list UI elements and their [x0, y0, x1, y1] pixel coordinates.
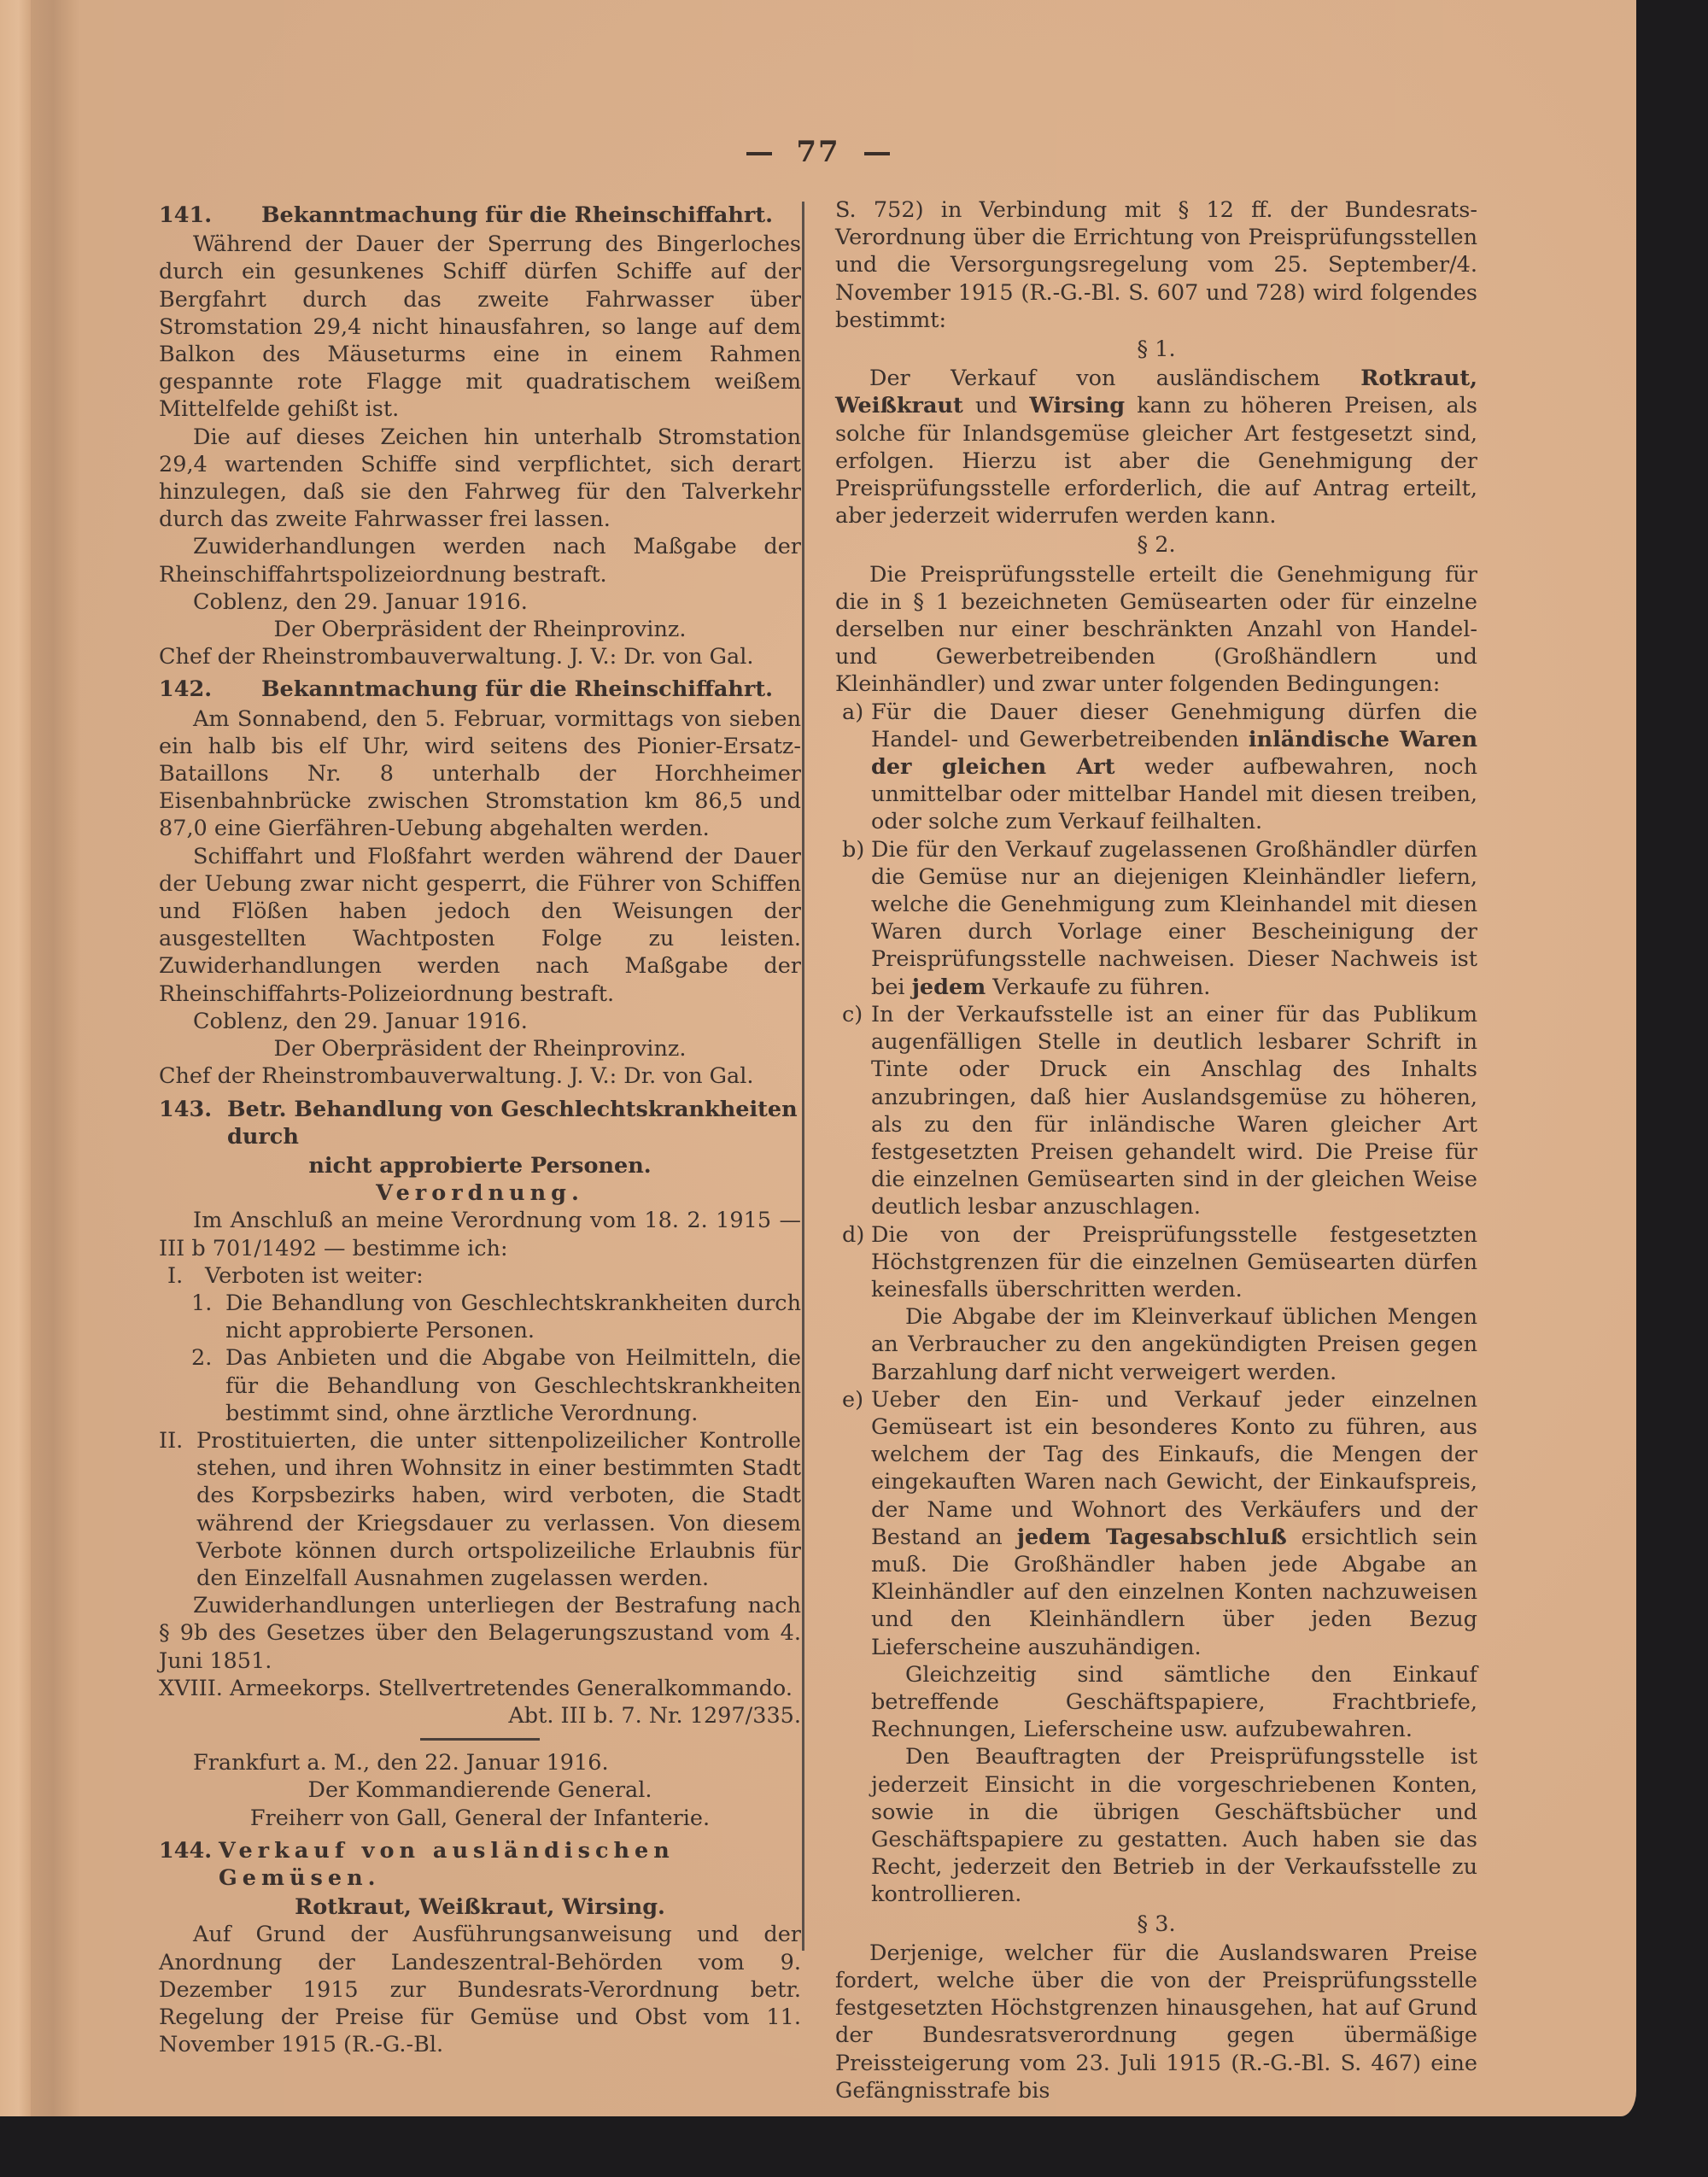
- emphasis: jedem Tagesabschluß: [1016, 1524, 1287, 1550]
- section-title: Betr. Behandlung von Geschlechtskrankheiten durch: [227, 1096, 798, 1150]
- list-marker: a): [842, 699, 864, 725]
- list-item: [159, 1427, 801, 1592]
- paragraph-continuation: S. 752) in Verbindung mit § 12 ff. der Bundesrats-Verordnung über die Errichtung von Preisprüfungsstellen und die Versorgungsregelung vom 25. September/4. November 1915 (R.-G.-Bl. S. 607 und 728) wird folgendes bestimmt:: [835, 197, 1477, 333]
- emphasis: jedem: [911, 974, 986, 1000]
- list-marker: e): [842, 1386, 864, 1413]
- separator-rule: [420, 1738, 540, 1741]
- section-number: 141.: [159, 202, 213, 228]
- signature-title: Der Oberpräsident der Rheinprovinz.: [273, 1036, 687, 1062]
- list-item: [835, 836, 1477, 1001]
- list-marker: d): [842, 1221, 865, 1248]
- paragraph-sign: § 3.: [1137, 1911, 1176, 1937]
- section-number: 143.: [159, 1096, 213, 1122]
- section-title: Verkauf von ausländischen Gemüsen.: [219, 1837, 675, 1891]
- section-144: [159, 1837, 801, 2059]
- list-item: [835, 699, 1477, 836]
- emphasis: inländische Waren der gleichen Art: [871, 726, 1477, 781]
- paragraph: Zuwiderhandlungen werden nach Maßgabe der Rheinschiffahrtspolizeiordnung bestraft.: [159, 534, 801, 588]
- paragraph: Die Preisprüfungsstelle erteilt die Genehmigung für die in § 1 bezeichneten Gemüsearten oder für einzelne derselben nur einer beschränkten Anzahl von Handel- und Gewerbetreibenden (Großhändlern und Kleinhändler) und zwar unter folgenden Bedingungen:: [835, 561, 1477, 698]
- paragraph-sign: § 2.: [1137, 532, 1176, 559]
- list-text: Die von der Preisprüfungsstelle festgesetzten Höchstgrenzen für die einzelnen Gemüsearten dürfen keinesfalls überschritten werden.: [871, 1221, 1477, 1302]
- list-marker: 2.: [191, 1345, 213, 1372]
- paragraph: Auf Grund der Ausführungsanweisung und der Anordnung der Landeszentral-Behörden vom 9. Dezember 1915 zur Bundesrats-Verordnung betr. Regelung der Preise für Gemüse und Obst vom 11. November 1915 (R.-G.-Bl.: [159, 1922, 801, 2058]
- list-text: [871, 699, 1477, 836]
- paragraph: Die Abgabe der im Kleinverkauf üblichen Mengen an Verbraucher zu den angekündigten Preisen gegen Barzahlung darf nicht verweigert werden.: [871, 1304, 1477, 1385]
- text: Für die Dauer dieser Genehmigung dürfen die Handel- und Gewerbetreibenden: [871, 699, 1477, 752]
- signature: Freiherr von Gall, General der Infanterie.: [249, 1805, 711, 1831]
- text: Die für den Verkauf zugelassenen Großhändler dürfen die Gemüse nur an diejenigen Kleinhändler liefern, welche die Genehmigung zum Kleinhandel mit diesen Waren durch Vorlage einer Bescheinigung der Preisprüfungsstelle nachweisen. Dieser Nachweis ist bei: [871, 836, 1477, 1000]
- text: Verkaufe zu führen.: [986, 974, 1211, 1000]
- page-number-value: 77: [796, 135, 840, 169]
- place-date: Coblenz, den 29. Januar 1916.: [193, 1008, 528, 1034]
- paragraph: Gleichzeitig sind sämtliche den Einkauf betreffende Geschäftspapiere, Frachtbriefe, Rechnungen, Lieferscheine usw. aufzubewahren.: [871, 1661, 1477, 1743]
- list-item: [159, 1344, 801, 1427]
- paragraph: [835, 365, 1477, 530]
- signature-corps: XVIII. Armeekorps. Stellvertretendes Generalkommando.: [159, 1675, 793, 1701]
- list-marker: 1.: [191, 1290, 213, 1316]
- section-141: [159, 202, 801, 670]
- paragraph-sign: § 1.: [1137, 336, 1176, 363]
- binding-edge: [0, 0, 31, 2116]
- list-text: Prostituierten, die unter sittenpolizeilicher Kontrolle stehen, und ihren Wohnsitz in einer bestimmten Stadt des Korpsbezirks haben, wird verboten, die Stadt während der Kriegsdauer zu verlassen. Von diesem Verbote können durch ortspolizeiliche Erlaubnis für den Einzelfall Ausnahmen zugelassen werden.: [196, 1427, 801, 1591]
- list-item: [835, 1001, 1477, 1221]
- place-date: Coblenz, den 29. Januar 1916.: [193, 588, 528, 615]
- signature-title: Der Kommandierende General.: [307, 1777, 652, 1804]
- section-heading: [159, 202, 801, 229]
- text: und: [962, 393, 1030, 419]
- list-text: In der Verkaufsstelle ist an einer für das Publikum augenfälligen Stelle in deutlich lesbarer Schrift in Tinte oder Druck ein Anschlag des Inhalts anzubringen, daß hier Auslandsgemüse zu höheren, als zu den für inländische Waren gleicher Art festgesetzten Preisen gehandelt wird. Die Preise für die einzelnen Gemüsearten sind in der gleichen Weise deutlich lesbar anzuschlagen.: [871, 1001, 1477, 1220]
- list-text: [871, 1386, 1477, 1661]
- section-title: Bekanntmachung für die Rheinschiffahrt.: [261, 676, 774, 703]
- section-number: 144.: [159, 1837, 213, 1864]
- text: ersichtlich sein muß. Die Großhändler haben jede Abgabe an Kleinhändler auf den einzelnen Konten nachzuweisen und den Kleinhändlern über jeden Bezug Lieferscheine auszuhändigen.: [871, 1524, 1477, 1660]
- paragraph: Am Sonnabend, den 5. Februar, vormittags von sieben ein halb bis elf Uhr, wird seitens des Pionier-Ersatz-Bataillons Nr. 8 unterhalb der Horchheimer Eisenbahnbrücke zwischen Stromstation km 86,5 und 87,0 eine Gierfähren-Uebung abgehalten werden.: [159, 705, 801, 842]
- paragraph: Während der Dauer der Sperrung des Bingerloches durch ein gesunkenes Schiff dürfen Schiffe auf der Bergfahrt durch das zweite Fahrwasser über Stromstation 29,4 nicht hinausfahren, so lange auf dem Balkon des Mäuseturms eine in einem Rahmen gespannte rote Flagge mit quadratischem weißem Mittelfelde gehißt ist.: [159, 231, 801, 423]
- page-number-dash-right: [864, 152, 890, 155]
- section-title-line2: nicht approbierte Personen.: [308, 1152, 652, 1179]
- list-item: [835, 1386, 1477, 1661]
- signature: Chef der Rheinstrombauverwaltung. J. V.: Dr. von Gal.: [159, 1063, 754, 1090]
- paragraph: Den Beauftragten der Preisprüfungsstelle ist jederzeit Einsicht in die vorgeschriebenen Konten, sowie in die übrigen Geschäftsbücher und Geschäftspapiere zu gestatten. Auch haben sie das Recht, jederzeit den Betrieb in der Verkaufsstelle zu kontrollieren.: [871, 1744, 1477, 1908]
- text: weder aufbewahren, noch unmittelbar oder mittelbar Handel mit diesen treiben, oder solche zum Verkauf feilhalten.: [871, 754, 1477, 835]
- column-divider: [802, 202, 804, 1951]
- list-item: [835, 1221, 1477, 1304]
- place-date: Frankfurt a. M., den 22. Januar 1916.: [193, 1750, 609, 1776]
- section-142: [159, 676, 801, 1090]
- emphasis: Rotkraut, Weißkraut: [835, 366, 1477, 419]
- page-number-dash-left: [746, 152, 772, 155]
- signature: Chef der Rheinstrombauverwaltung. J. V.: Dr. von Gal.: [159, 644, 754, 670]
- section-subtitle: Rotkraut, Weißkraut, Wirsing.: [295, 1894, 665, 1921]
- list-marker: c): [842, 1001, 863, 1027]
- right-column: [835, 196, 1477, 2104]
- list-text: Die Behandlung von Geschlechtskrankheiten durch nicht approbierte Personen.: [225, 1290, 801, 1344]
- list-item: [159, 1290, 801, 1344]
- text: Ueber den Ein- und Verkauf jeder einzelnen Gemüseart ist ein besonderes Konto zu führen, aus welchem der Tag des Einkaufs, die Mengen der eingekauften Waren nach Gewicht, der Einkaufspreis, der Name und Wohnort des Verkäufers und der Bestand an: [871, 1386, 1477, 1550]
- left-column: [159, 196, 801, 2058]
- paragraph: Im Anschluß an meine Verordnung vom 18. 2. 1915 — III b 701/1492 — bestimme ich:: [159, 1208, 801, 1261]
- page-number: [0, 135, 1636, 169]
- list-marker: II.: [159, 1427, 184, 1454]
- list-text: Verboten ist weiter:: [205, 1262, 424, 1289]
- signature-reference: Abt. III b. 7. Nr. 1297/335.: [508, 1702, 801, 1729]
- signature-title: Der Oberpräsident der Rheinprovinz.: [273, 617, 687, 643]
- list-marker: I.: [167, 1262, 184, 1289]
- section-143: [159, 1096, 801, 1832]
- section-heading: [159, 1837, 801, 1892]
- text: Der Verkauf von ausländischem: [869, 366, 1361, 392]
- paragraph: Zuwiderhandlungen unterliegen der Bestrafung nach § 9b des Gesetzes über den Belagerungszustand vom 4. Juni 1851.: [159, 1593, 801, 1674]
- paragraph: Derjenige, welcher für die Auslandswaren Preise fordert, welche über die von der Preisprüfungsstelle festgesetzten Höchstgrenzen hinausgehen, hat auf Grund der Bundesratsverordnung gegen übermäßige Preissteigerung vom 23. Juli 1915 (R.-G.-Bl. S. 467) eine Gefängnisstrafe bis: [835, 1940, 1477, 2104]
- section-heading: [159, 1096, 801, 1150]
- list-item: [159, 1262, 801, 1290]
- section-heading: [159, 676, 801, 703]
- list-text: Das Anbieten und die Abgabe von Heilmitteln, die für die Behandlung von Geschlechtskrankheiten bestimmt sind, ohne ärztliche Verordnung.: [225, 1345, 801, 1426]
- paragraph: Die auf dieses Zeichen hin unterhalb Stromstation 29,4 wartenden Schiffe sind verpflichtet, sich derart hinzulegen, daß sie den Fahrweg für den Talverkehr durch das zweite Fahrwasser frei lassen.: [159, 424, 801, 533]
- section-number: 142.: [159, 676, 213, 703]
- text: kann zu höheren Preisen, als solche für Inlandsgemüse gleicher Art festgesetzt sind, erfolgen. Hierzu ist aber die Genehmigung der Preisprüfungsstelle erforderlich, die auf Antrag erteilt, aber jederzeit widerrufen werden kann.: [835, 393, 1477, 530]
- section-subtitle: Verordnung.: [376, 1180, 584, 1207]
- list-text: [871, 836, 1477, 1001]
- paragraph: Schiffahrt und Floßfahrt werden während der Dauer der Uebung zwar nicht gesperrt, die Führer von Schiffen und Flößen haben jedoch den Weisungen der ausgestellten Wachtposten Folge zu leisten. Zuwiderhandlungen werden nach Maßgabe der Rheinschiffahrts-Polizeiordnung bestraft.: [159, 843, 801, 1007]
- list-marker: b): [842, 836, 865, 863]
- emphasis: Wirsing: [1029, 393, 1126, 419]
- gutter-shadow: [31, 0, 80, 2116]
- section-title: Bekanntmachung für die Rheinschiffahrt.: [261, 202, 774, 228]
